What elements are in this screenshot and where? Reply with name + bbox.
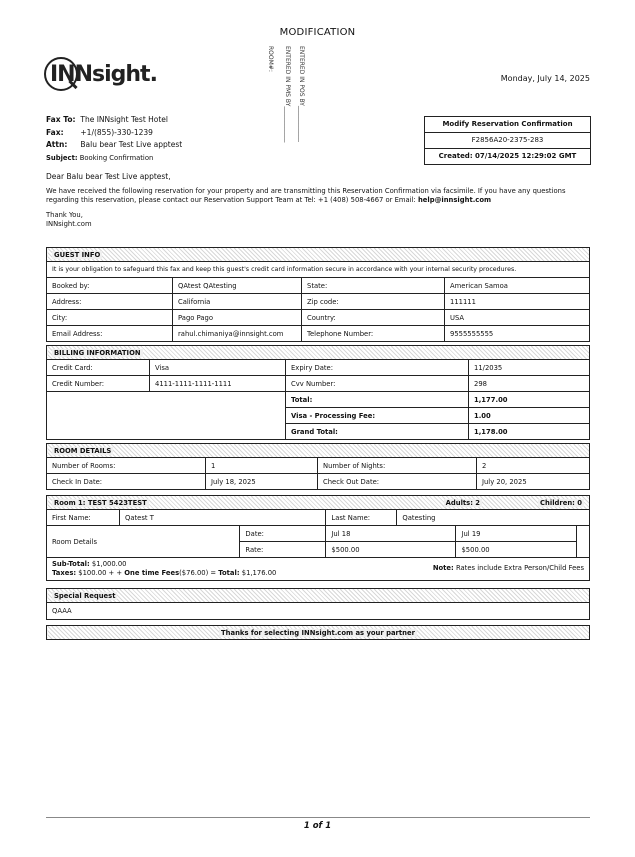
pms-stamp-pos: ENTERED IN POS BY____________ xyxy=(298,46,305,142)
security-notice: It is your obligation to safeguard this fax and keep this guest's credit card information secure in accordance with your internal security procedures. xyxy=(47,262,590,278)
table-row xyxy=(47,376,590,392)
rooms-value: 1 xyxy=(206,458,318,474)
table-row xyxy=(47,526,590,542)
special-request-header: Special Request xyxy=(47,589,590,603)
phone-value: 9555555555 xyxy=(445,326,590,342)
table-row xyxy=(47,510,590,526)
expiry-label: Expiry Date: xyxy=(286,360,469,376)
processing-fee-label: Visa - Processing Fee: xyxy=(286,408,469,424)
date-value-1: Jul 18 xyxy=(326,526,456,542)
rates-note: Note: Rates include Extra Person/Child Fees xyxy=(432,564,584,572)
address-label: Address: xyxy=(47,294,173,310)
first-name-value: Qatest T xyxy=(120,510,326,526)
date-value-2: Jul 19 xyxy=(456,526,577,542)
table-row xyxy=(47,326,590,342)
expiry-value: 11/2035 xyxy=(469,360,590,376)
billing-blank xyxy=(47,392,286,440)
last-name-label: Last Name: xyxy=(326,510,397,526)
special-request-table xyxy=(46,588,590,620)
fax-to-value: The INNsight Test Hotel xyxy=(80,115,169,124)
rate-value-2: $500.00 xyxy=(456,542,577,558)
room1-totals xyxy=(47,558,590,581)
table-row xyxy=(47,360,590,376)
signature: INNsight.com xyxy=(46,220,92,228)
grand-total-value: 1,178.00 xyxy=(469,424,590,440)
zip-label: Zip code: xyxy=(302,294,445,310)
pms-stamp-pms: ENTERED IN PMS BY____________ xyxy=(284,46,291,143)
thanks-line: Thank You, xyxy=(46,211,83,219)
city-label: City: xyxy=(47,310,173,326)
room1-table xyxy=(46,495,590,581)
first-name-label: First Name: xyxy=(47,510,120,526)
confirmation-created: Created: 07/14/2025 12:29:02 GMT xyxy=(425,148,590,164)
subtotal-line: Sub-Total: $1,000.00 xyxy=(52,560,127,568)
room1-header xyxy=(47,496,590,510)
grand-total-label: Grand Total: xyxy=(286,424,469,440)
room-details-label: Room Details xyxy=(47,526,240,558)
address-value: California xyxy=(173,294,302,310)
credit-number-label: Credit Number: xyxy=(47,376,150,392)
state-label: State: xyxy=(302,278,445,294)
special-request-text: QAAA xyxy=(47,603,590,620)
total-value: 1,177.00 xyxy=(469,392,590,408)
pms-stamp-room: ROOM#: xyxy=(267,46,274,72)
checkout-label: Check Out Date: xyxy=(318,474,477,490)
intro-body: We have received the following reservation for your property and are transmitting this Reservation Confirmation via facsimile. If you have any questions regarding this reservation, please contact our Reservation Support Team at Tel: +1 (408) 508-4667 or Email: help@innsight.com xyxy=(46,187,566,204)
nights-value: 2 xyxy=(477,458,590,474)
table-row xyxy=(47,294,590,310)
table-row xyxy=(47,474,590,490)
card-value: Visa xyxy=(150,360,286,376)
greeting: Dear Balu bear Test Live apptest, xyxy=(46,172,171,181)
zip-value: 111111 xyxy=(445,294,590,310)
footer-divider xyxy=(46,817,590,818)
booked-by-value: QAtest QAtesting xyxy=(173,278,302,294)
table-row xyxy=(47,558,590,581)
fax-attn-value: Balu bear Test Live apptest xyxy=(80,140,183,149)
nights-label: Number of Nights: xyxy=(318,458,477,474)
fax-to-label: Fax To: xyxy=(46,115,76,124)
checkin-label: Check In Date: xyxy=(47,474,206,490)
document-date: Monday, July 14, 2025 xyxy=(500,74,590,83)
card-label: Credit Card: xyxy=(47,360,150,376)
guest-info-table xyxy=(46,247,590,342)
confirmation-number: F2856A20-2375-283 xyxy=(425,132,590,148)
credit-number-value: 4111-1111-1111-1111 xyxy=(150,376,286,392)
phone-label: Telephone Number: xyxy=(302,326,445,342)
logo-text: INNsight. xyxy=(50,62,157,87)
date-label: Date: xyxy=(240,526,326,542)
taxes-line: Taxes: $100.00 + + One time Fees($76.00) = Total: $1,176.00 xyxy=(52,569,277,577)
thanks-banner-cell: Thanks for selecting INNsight.com as your partner xyxy=(47,626,590,640)
booked-by-label: Booked by: xyxy=(47,278,173,294)
country-value: USA xyxy=(445,310,590,326)
fax-block xyxy=(46,114,182,164)
room-details-table xyxy=(46,443,590,490)
rooms-label: Number of Rooms: xyxy=(47,458,206,474)
billing-header: BILLING INFORMATION xyxy=(47,346,590,360)
table-row xyxy=(47,392,590,408)
city-value: Pago Pago xyxy=(173,310,302,326)
room-details-header: ROOM DETAILS xyxy=(47,444,590,458)
page-indicator: 1 of 1 xyxy=(303,821,332,831)
room1-title: Room 1: TEST 5423TEST xyxy=(54,498,147,507)
country-label: Country: xyxy=(302,310,445,326)
table-row xyxy=(47,310,590,326)
cvv-value: 298 xyxy=(469,376,590,392)
innsight-logo xyxy=(44,56,157,98)
checkin-value: July 18, 2025 xyxy=(206,474,318,490)
rate-label: Rate: xyxy=(240,542,326,558)
cvv-label: Cvv Number: xyxy=(286,376,469,392)
fax-subject-label: Subject: xyxy=(46,153,78,162)
state-value: American Samoa xyxy=(445,278,590,294)
total-label: Total: xyxy=(286,392,469,408)
intro-text xyxy=(46,172,591,229)
thanks-banner xyxy=(46,625,590,640)
fax-number-label: Fax: xyxy=(46,127,64,137)
table-row xyxy=(47,278,590,294)
table-row xyxy=(47,458,590,474)
email-value: rahul.chimaniya@innsight.com xyxy=(173,326,302,342)
last-name-value: Qatesting xyxy=(397,510,590,526)
room1-adults: Adults: 2 xyxy=(445,498,481,507)
processing-fee-value: 1.00 xyxy=(469,408,590,424)
guest-info-header: GUEST INFO xyxy=(47,248,590,262)
room-blank-cell xyxy=(577,526,590,558)
confirmation-title: Modify Reservation Confirmation xyxy=(442,120,573,128)
rate-value-1: $500.00 xyxy=(326,542,456,558)
confirmation-box xyxy=(424,116,591,165)
billing-table xyxy=(46,345,590,440)
fax-number-value: +1/(855)-330-1239 xyxy=(80,127,153,137)
fax-subject-value: Booking Confirmation xyxy=(79,153,154,162)
document-title: MODIFICATION xyxy=(279,27,356,38)
email-label: Email Address: xyxy=(47,326,173,342)
fax-attn-label: Attn: xyxy=(46,140,68,149)
support-email: help@innsight.com xyxy=(417,196,492,204)
room1-children: Children: 0 xyxy=(540,498,582,507)
checkout-value: July 20, 2025 xyxy=(477,474,590,490)
